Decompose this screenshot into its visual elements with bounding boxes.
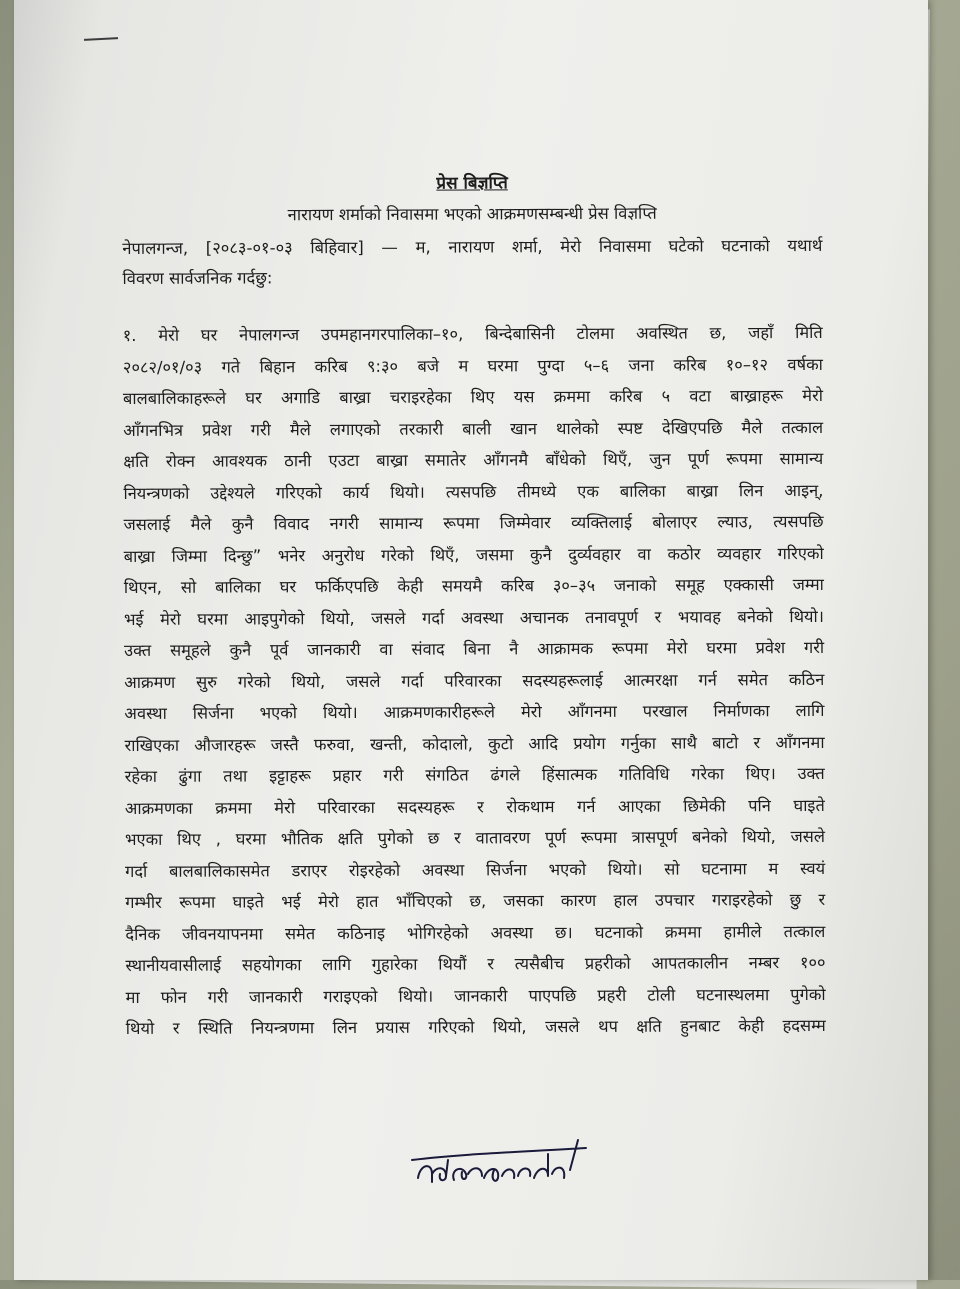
signature [410, 1130, 600, 1190]
body-line: १. मेरो घर नेपालगन्ज उपमहानगरपालिका–१०, बिन्देबासिनी टोलमा अवस्थित छ, जहाँ मिति [122, 322, 823, 345]
body-line: अवस्था सिर्जना भएको थियो। आक्रमणकारीहरूले मेरो आँगनमा परखाल निर्माणका लागि [124, 700, 825, 723]
body-line: २०८२/०१/०३ गते बिहान करिब ९:३० बजे म घरमा पुग्दा ५–६ जना करिब १०–१२ वर्षका [122, 354, 823, 377]
body-line: उक्त समूहले कुनै पूर्व जानकारी वा संवाद बिना नै आक्रामक रूपमा मेरो घरमा प्रवेश गरी [124, 637, 825, 660]
body-paragraph [123, 317, 826, 1045]
body-line: भई मेरो घरमा आइपुगेको थियो, जसले गर्दा अवस्था अचानक तनावपूर्ण र भयावह बनेको थियो। [123, 606, 825, 629]
body-line: गम्भीर रूपमा घाइते भई मेरो हात भाँचिएको छ, जसका कारण हाल उपचार गराइरहेको छु र [125, 889, 826, 912]
document-subtitle: नारायण शर्माको निवासमा भएको आक्रमणसम्बन्धी प्रेस विज्ञप्ति [287, 203, 657, 225]
body-line: गर्दा बालबालिकासमेत डराएर रोइरहेको अवस्था सिर्जना भएको थियो। सो घटनामा म स्वयं [125, 858, 826, 881]
body-line: नियन्त्रणको उद्देश्यले गरिएको कार्य थियो। त्यसपछि तीमध्ये एक बालिका बाख्रा लिन आइन्, [123, 480, 824, 503]
body-line: भएका थिए , घरमा भौतिक क्षति पुगेको छ र वातावरण पूर्ण रूपमा त्रासपूर्ण बनेको थियो, जसले [124, 826, 825, 849]
press-release-document [122, 159, 826, 1045]
body-line: थिएन, सो बालिका घर फर्किएपछि केही समयमै करिब ३०–३५ जनाको समूह एक्कासी जम्मा [123, 574, 824, 597]
body-line: आँगनभित्र प्रवेश गरी मैले लगाएको तरकारी बाली खान थालेको स्पष्ट देखिएपछि मैले तत्काल [123, 417, 824, 440]
intro-line: विवरण सार्वजनिक गर्दछु: [122, 268, 273, 288]
body-line: क्षति रोक्न आवश्यक ठानी एउटा बाख्रा समातेर आँगनमै बाँधेको थिएँ, जुन पूर्ण रूपमा सामान्य [123, 448, 824, 471]
body-line: बालबालिकाहरूले घर अगाडि बाख्रा चराइरहेका थिए यस क्रममा करिब ५ वटा बाख्राहरू मेरो [122, 385, 824, 408]
body-line: आक्रमणका क्रममा मेरो परिवारका सदस्यहरू र रोकथाम गर्न आएका छिमेकी पनि घाइते [124, 795, 825, 818]
intro-paragraph [122, 231, 822, 294]
body-line: थियो र स्थिति नियन्त्रणमा लिन प्रयास गरिएको थियो, जसले थप क्षति हुनबाट केही हदसम्म [125, 1015, 826, 1038]
body-line: मा फोन गरी जानकारी गराइएको थियो। जानकारी पाएपछि प्रहरी टोली घटनास्थलमा पुगेको [125, 984, 826, 1007]
intro-line: नेपालगन्ज, [२०८३-०१-०३ बिहिवार] — म, नारायण शर्मा, मेरो निवासमा घटेको घटनाको यथार्थ [122, 235, 823, 258]
body-line: दैनिक जीवनयापनमा समेत कठिनाइ भोगिरहेको अवस्था छ। घटनाको क्रममा हामीले तत्काल [125, 921, 826, 944]
pen-mark [84, 37, 118, 41]
body-line: आक्रमण सुरु गरेको थियो, जसले गर्दा परिवारका सदस्यहरूलाई आत्मरक्षा गर्न समेत कठिन [124, 669, 825, 692]
body-line: जसलाई मैले कुनै विवाद नगरी सामान्य रूपमा जिम्मेवार व्यक्तिलाई बोलाएर ल्याउ, त्यसपछि [123, 511, 824, 534]
body-line: रहेका ढुंगा तथा इट्टाहरू प्रहार गरी संगठित ढंगले हिंसात्मक गतिविधि गरेका थिए। उक्त [124, 763, 825, 786]
body-line: स्थानीयवासीलाई सहयोगका लागि गुहारेका थियौं र त्यसैबीच प्रहरीको आपतकालीन नम्बर १०० [125, 952, 826, 975]
document-title: प्रेस बिज्ञप्ति [436, 173, 508, 194]
body-line: राखिएका औजारहरू जस्तै फरुवा, खन्ती, कोदालो, कुटो आदि प्रयोग गर्नुका साथै बाटो र आँगनमा [124, 732, 825, 755]
body-line: बाख्रा जिम्मा दिन्छु” भनेर अनुरोध गरेको थिएँ, जसमा कुनै दुर्व्यवहार वा कठोर व्यवहार गरिएको [123, 543, 824, 566]
